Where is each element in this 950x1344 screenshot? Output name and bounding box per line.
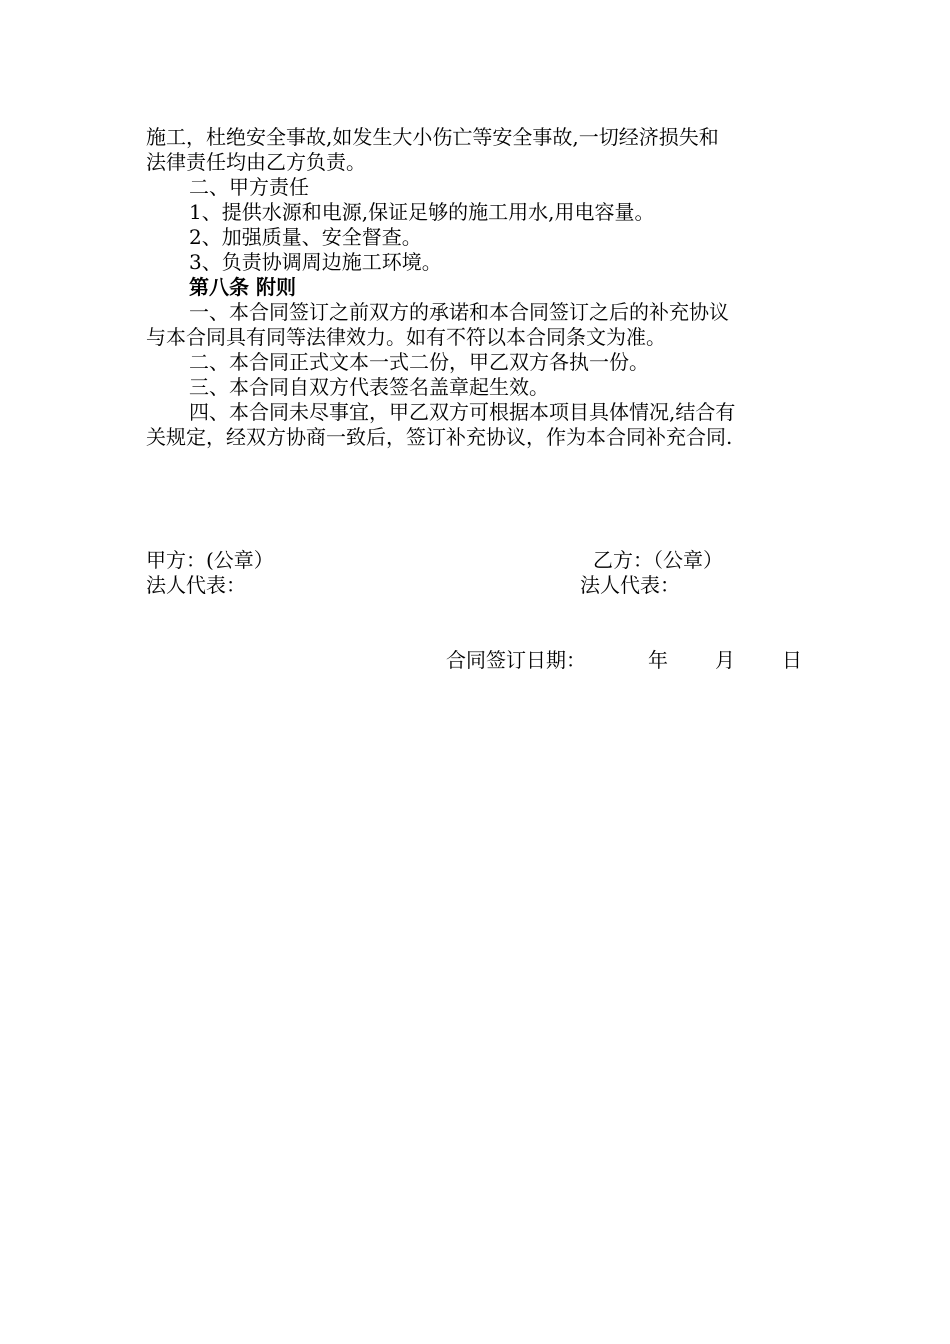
date-month-label: 月 (715, 648, 735, 672)
date-day-label: 日 (782, 648, 802, 672)
body-line: 与本合同具有同等法律效力。如有不符以本合同条文为准。 (146, 325, 666, 349)
body-line: 法律责任均由乙方负责。 (146, 150, 366, 174)
body-line: 施工，杜绝安全事故,如发生大小伤亡等安全事故,一切经济损失和 (146, 125, 719, 149)
list-item: 1、提供水源和电源,保证足够的施工用水,用电容量。 (189, 200, 655, 224)
party-a-seal-label: 甲方：(公章） (146, 548, 274, 572)
body-line: 一、本合同签订之前双方的承诺和本合同签订之后的补充协议 (189, 300, 729, 324)
body-line: 二、本合同正式文本一式二份，甲乙双方各执一份。 (189, 350, 649, 374)
signing-date-label: 合同签订日期： (446, 648, 586, 672)
party-b-seal-label: 乙方：（公章） (593, 548, 723, 572)
body-line: 三、本合同自双方代表签名盖章起生效。 (189, 375, 549, 399)
list-item: 3、负责协调周边施工环境。 (189, 250, 442, 274)
party-b-representative-label: 法人代表： (580, 573, 680, 597)
party-a-representative-label: 法人代表： (146, 573, 246, 597)
body-line: 四、本合同未尽事宜，甲乙双方可根据本项目具体情况,结合有 (189, 400, 736, 424)
body-line: 关规定，经双方协商一致后，签订补充协议，作为本合同补充合同. (146, 425, 733, 449)
article-heading: 第八条 附则 (189, 275, 296, 299)
section-heading-party-a-duties: 二、甲方责任 (189, 175, 309, 199)
list-item: 2、加强质量、安全督查。 (189, 225, 422, 249)
date-year-label: 年 (648, 648, 668, 672)
